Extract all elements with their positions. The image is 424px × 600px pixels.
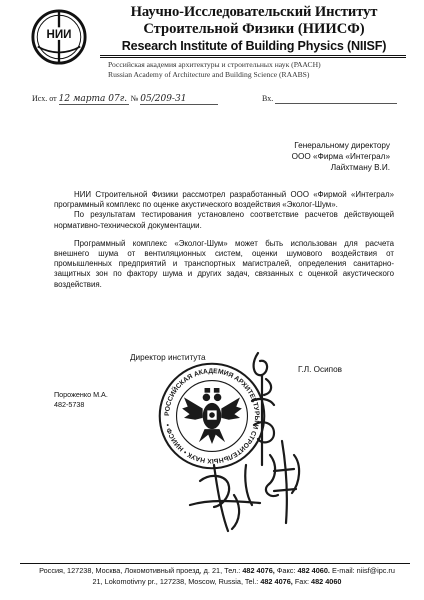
handwritten-signature-icon: [170, 345, 330, 545]
executor-block: [54, 390, 108, 410]
footer-tel-label-ru: Тел.:: [224, 566, 241, 575]
organization-name: [104, 4, 404, 54]
body-paragraph-2: По результатам тестирования установлено соответствие расчетов действующей нормативно-технической документации.: [54, 210, 394, 230]
academy-affiliation: [108, 60, 321, 80]
footer-address-en: 21, Lokomotivny pr., 127238, Moscow, Russia,: [92, 576, 243, 586]
outgoing-number-label: №: [130, 94, 139, 103]
footer-fax-en: 482 4060: [311, 576, 342, 586]
addressee-name: Лайхтману В.И.: [330, 163, 390, 172]
incoming-label: Вх.: [262, 94, 274, 103]
footer-contacts: [20, 566, 414, 587]
footer-line-en: [20, 577, 414, 588]
outgoing-reference: [32, 94, 218, 105]
footer-address-ru: Россия, 127238, Москва, Локомотивный проезд, д. 21,: [39, 566, 223, 575]
letter-body: [54, 190, 394, 290]
svg-text:РОССИЙСКАЯ АКАДЕМИЯ АРХИТЕКТУР: РОССИЙСКАЯ АКАДЕМИЯ АРХИТЕКТУРЫ И СТРОИТЕЛЬНЫХ НАУК • НИИСФ •: [164, 368, 261, 465]
org-name-ru-line1: Научно-Исследовательский Институт: [130, 4, 378, 20]
outgoing-number: 05/209-31: [140, 94, 187, 104]
body-paragraph-1: НИИ Строительной Физики рассмотрел разработанный ООО «Фирмой «Интеграл» программный комплекс по оценке акустического воздействия «Эколог-Шум».: [54, 190, 394, 210]
footer-line-ru: [20, 566, 414, 577]
executor-name: Пороженко М.А.: [54, 390, 108, 399]
executor-phone: 482-5738: [54, 400, 85, 409]
org-name-ru-line2: Строительной Физики (НИИСФ): [143, 21, 365, 37]
footer-fax-label-ru: Факс:: [276, 566, 296, 575]
footer-email: E-mail: niisf@ipc.ru: [331, 566, 395, 575]
svg-text:НИИ: НИИ: [46, 27, 72, 41]
body-paragraph-3: Программный комплекс «Эколог-Шум» может быть использован для расчета внешнего шума от вентиляционных систем, оценки шумового воздействия от промышленных предприятий и транспортных магистралей, определения санитарно-защитных зон по фактору шума и других задач, связанных с оценкой акустического воздействия.: [54, 238, 394, 289]
outgoing-date: 12 марта 07г.: [58, 94, 128, 104]
niisf-logo-icon: [30, 8, 88, 66]
footer-fax-ru: 482 4060.: [297, 566, 330, 575]
footer-tel-label-en: Tel.:: [244, 576, 259, 586]
footer-fax-label-en: Fax:: [294, 576, 310, 586]
addressee-position: Генеральному директору: [294, 141, 390, 150]
signatory-name: Г.Л. Осипов: [298, 365, 343, 374]
signatory-title: Директор института: [130, 353, 206, 362]
header-rule-thin: [100, 57, 406, 58]
header-rule: [100, 55, 406, 56]
addressee-company: ООО «Фирма «Интеграл»: [291, 152, 390, 161]
footer-tel-en: 482 4076,: [260, 576, 293, 586]
footer-rule: [20, 563, 410, 564]
incoming-reference: [262, 94, 397, 104]
academy-ru: Российская академия архитектуры и строительных наук (РААСН): [108, 60, 321, 69]
org-name-en: Research Institute of Building Physics (NIISF): [121, 39, 387, 53]
footer-tel-ru: 482 4076,: [242, 566, 275, 575]
outgoing-prefix: Исх. от: [32, 94, 57, 103]
academy-en: Russian Academy of Architecture and Building Science (RAABS): [108, 70, 310, 79]
addressee-block: [292, 140, 390, 173]
